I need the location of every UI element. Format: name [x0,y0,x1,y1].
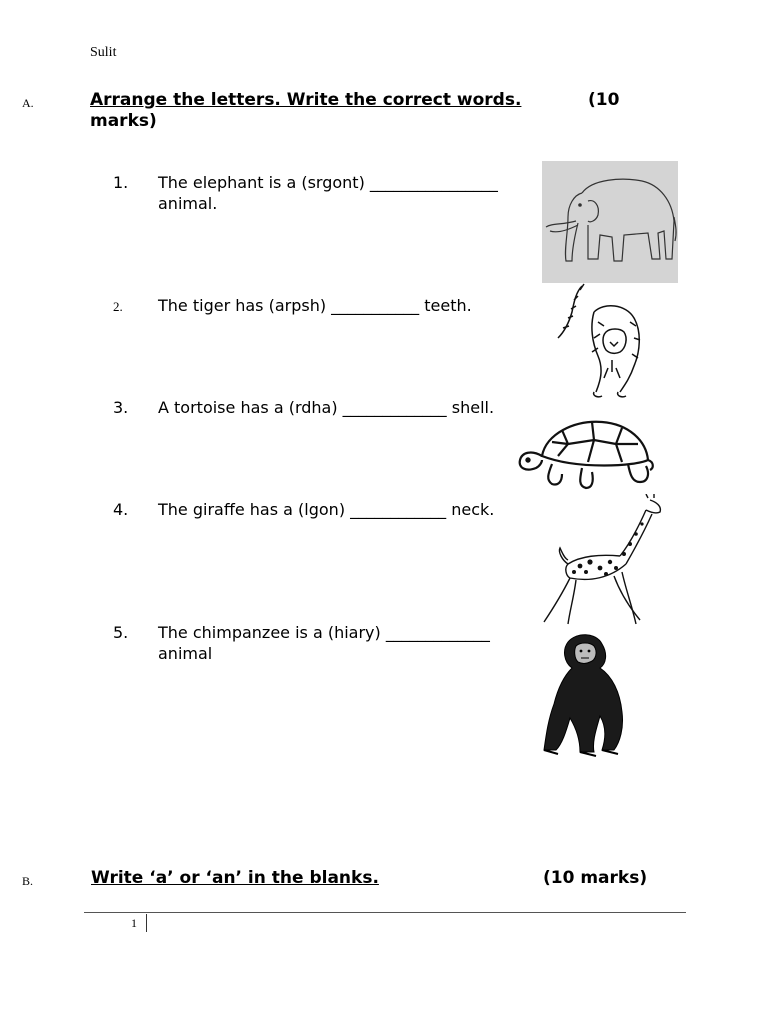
section-a-marks-cont: marks) [90,111,157,131]
section-a-title [90,90,521,110]
section-b-marks: (10 marks) [543,868,648,888]
question-5-text [158,622,490,664]
section-a-letter: A. [22,96,34,110]
question-5-number: 5. [113,623,129,642]
question-3-number: 3. [113,398,129,417]
footer-rule [84,912,686,913]
question-4-number: 4. [113,500,129,519]
question-1-line2: animal. [158,194,218,213]
header-label: Sulit [90,45,117,60]
tortoise-illustration [518,416,656,494]
elephant-illustration [542,161,678,283]
section-b-title-text: Write ‘a’ or ‘an’ in the blanks. [91,868,379,888]
question-1-line1: The elephant is a (srgont) ________________ [158,173,498,192]
question-1-number: 1. [113,173,129,192]
tiger-illustration [554,282,646,402]
question-5-line2: animal [158,644,213,663]
question-1-text [158,172,498,214]
section-b-letter: B. [22,874,34,888]
section-b-title [91,868,379,888]
question-5-line1: The chimpanzee is a (hiary) _____________ [158,623,490,642]
giraffe-illustration [540,494,666,626]
page-number-divider [146,914,147,932]
section-a-title-text: Arrange the letters. Write the correct words. [90,90,522,110]
section-a-marks: (10 [588,90,620,110]
page-number: 1 [131,916,137,930]
chimpanzee-illustration [540,632,628,758]
question-3-text: A tortoise has a (rdha) _____________ shell. [158,398,495,417]
question-2-text: The tiger has (arpsh) ___________ teeth. [158,296,472,315]
question-2-number: 2. [113,299,123,314]
question-4-text: The giraffe has a (lgon) ____________ neck. [158,500,495,519]
